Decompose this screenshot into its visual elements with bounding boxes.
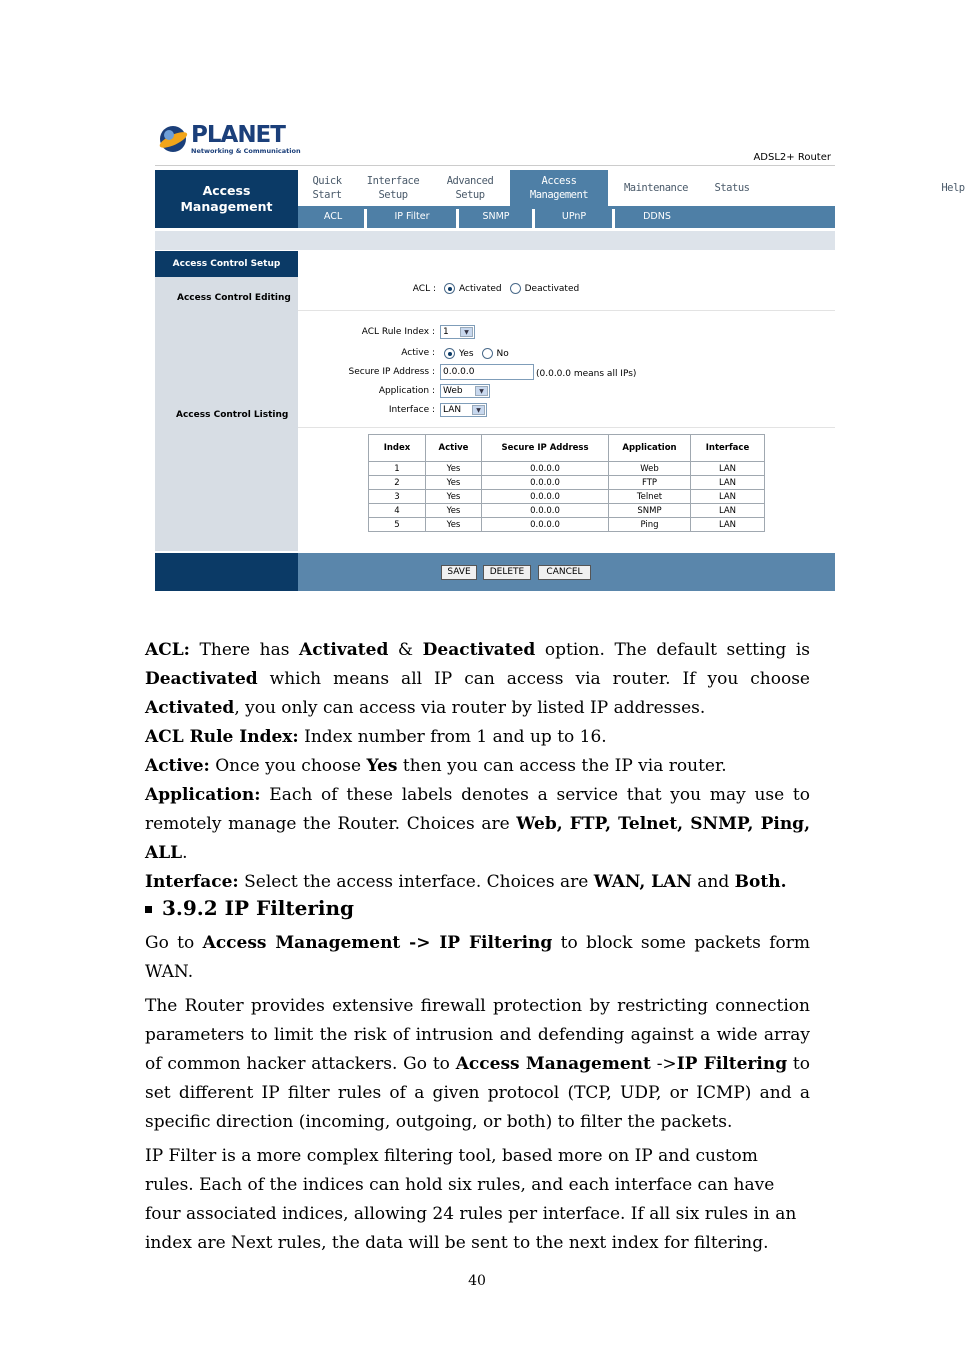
subtab-upnp[interactable]: UPnP: [561, 211, 587, 222]
subtab-snmp[interactable]: SNMP: [482, 211, 510, 222]
para-application: Application: Each of these labels denotes a service that you may use to remotely manage the Router. Choices are Web, FTP, Telnet, SNMP, Ping, ALL.: [145, 785, 810, 863]
subtab-ip-filter[interactable]: IP Filter: [394, 211, 430, 222]
rule-index-select[interactable]: 1 ▼: [440, 325, 475, 339]
col-index: Index: [369, 435, 426, 462]
rule-index-label: ACL Rule Index :: [361, 327, 435, 337]
tab-quick-start[interactable]: Quick Start: [312, 175, 342, 201]
delete-button[interactable]: DELETE: [483, 565, 531, 580]
para-router: The Router provides extensive firewall protection by restricting connection parameters to limit the risk of intrusion and defending against a wide array of common hacker attackers. Go to Access Management ->IP Filtering to set different IP filter rules of a given protocol (TCP, UDP, or ICMP) and a specific direction (incoming, outgoing, or both) to filter the packets.: [145, 996, 810, 1132]
col-interface: Interface: [691, 435, 765, 462]
button-bar-left: [155, 553, 298, 591]
acl-description: [145, 636, 810, 897]
table-row: 3 Yes 0.0.0.0 Telnet LAN: [369, 490, 765, 504]
para-interface: Interface: Select the access interface. Choices are WAN, LAN and Both.: [145, 872, 787, 892]
acl-deactivated-label: Deactivated: [524, 283, 580, 294]
section-heading: 3.9.2 IP Filtering: [145, 896, 354, 920]
spacer-bar: [155, 231, 835, 250]
acl-table: [368, 434, 765, 532]
secure-ip-hint: (0.0.0.0 means all IPs): [536, 369, 637, 379]
para-goto: Go to Access Management -> IP Filtering to block some packets form WAN.: [145, 933, 810, 982]
interface-select[interactable]: LAN ▼: [440, 403, 487, 417]
tab-access-management[interactable]: Access Management: [510, 170, 608, 206]
page-number: 40: [468, 1273, 486, 1289]
table-row: 2 Yes 0.0.0.0 FTP LAN: [369, 476, 765, 490]
tab-interface-setup[interactable]: Interface Setup: [366, 175, 420, 201]
product-name: ADSL2+ Router: [753, 152, 831, 163]
main-nav: [298, 170, 965, 206]
tab-status[interactable]: Status: [714, 182, 750, 194]
col-active: Active: [426, 435, 482, 462]
left-column: [155, 251, 298, 551]
logo-tagline: Networking & Communication: [191, 146, 301, 155]
secure-ip-input[interactable]: 0.0.0.0: [440, 364, 534, 380]
section-title-line2: Management: [180, 199, 273, 214]
tab-advanced-setup[interactable]: Advanced Setup: [446, 175, 494, 201]
chevron-down-icon: ▼: [472, 405, 485, 415]
subtab-acl[interactable]: ACL: [323, 211, 343, 222]
button-bar: [155, 553, 835, 591]
acl-label: ACL :: [412, 284, 436, 294]
table-row: 5 Yes 0.0.0.0 Ping LAN: [369, 518, 765, 532]
acl-activated-radio[interactable]: [444, 283, 455, 294]
tab-maintenance[interactable]: Maintenance: [623, 182, 689, 194]
para-acl: ACL: There has Activated & Deactivated option. The default setting is Deactivated which means all IP can access via router. If you choose Activated, you only can access via router by listed IP addresses.: [145, 640, 810, 718]
section-listing: Access Control Listing: [176, 410, 289, 420]
chevron-down-icon: ▼: [460, 327, 473, 337]
table-header-row: [369, 435, 765, 462]
acl-radio-group: [444, 283, 587, 294]
divider: [298, 427, 835, 428]
active-no-radio[interactable]: [482, 348, 493, 359]
col-secure-ip: Secure IP Address: [482, 435, 609, 462]
col-application: Application: [609, 435, 691, 462]
router-screenshot: [150, 113, 965, 599]
active-no-label: No: [496, 348, 509, 359]
planet-logo-icon: [158, 124, 188, 154]
chevron-down-icon: ▼: [475, 386, 488, 396]
section-editing: Access Control Editing: [177, 293, 291, 303]
planet-logo: [158, 119, 301, 159]
secure-ip-label: Secure IP Address :: [348, 367, 435, 377]
left-header: Access Control Setup: [155, 251, 298, 277]
para-ipfilter: IP Filter is a more complex filtering tool, based more on IP and custom rules. Each of the indices can hold six rules, and each interface can have four associated indices, allowing 24 rules per interface. If all six rules in an index are Next rules, the data will be sent to the next index for filtering.: [145, 1146, 797, 1253]
acl-activated-label: Activated: [459, 283, 502, 294]
table-row: 1 Yes 0.0.0.0 Web LAN: [369, 462, 765, 476]
logo-name: PLANET: [191, 121, 285, 148]
table-row: 4 Yes 0.0.0.0 SNMP LAN: [369, 504, 765, 518]
active-yes-radio[interactable]: [444, 348, 455, 359]
subtab-ddns[interactable]: DDNS: [643, 211, 671, 222]
acl-deactivated-radio[interactable]: [510, 283, 521, 294]
bullet-icon: [145, 906, 152, 913]
subnav-separator: [364, 209, 367, 228]
section-title: [155, 170, 298, 228]
interface-label: Interface :: [388, 405, 435, 415]
section-title-line1: Access: [202, 183, 251, 198]
application-label: Application :: [378, 386, 435, 396]
subnav-separator: [456, 209, 459, 228]
active-label: Active :: [401, 348, 435, 358]
divider: [298, 310, 835, 311]
tab-help[interactable]: Help: [941, 182, 965, 194]
divider: [155, 165, 835, 166]
cancel-button[interactable]: CANCEL: [538, 565, 591, 580]
para-active: Active: Once you choose Yes then you can access the IP via router.: [145, 756, 727, 776]
save-button[interactable]: SAVE: [441, 565, 477, 580]
para-rule-index: ACL Rule Index: Index number from 1 and up to 16.: [145, 727, 607, 747]
active-radio-group: [444, 348, 517, 359]
application-select[interactable]: Web ▼: [440, 384, 490, 398]
ip-filter-description: [145, 929, 810, 1258]
subnav-separator: [532, 209, 535, 228]
sub-nav: [298, 206, 835, 228]
active-yes-label: Yes: [459, 348, 474, 359]
subnav-separator: [612, 209, 615, 228]
